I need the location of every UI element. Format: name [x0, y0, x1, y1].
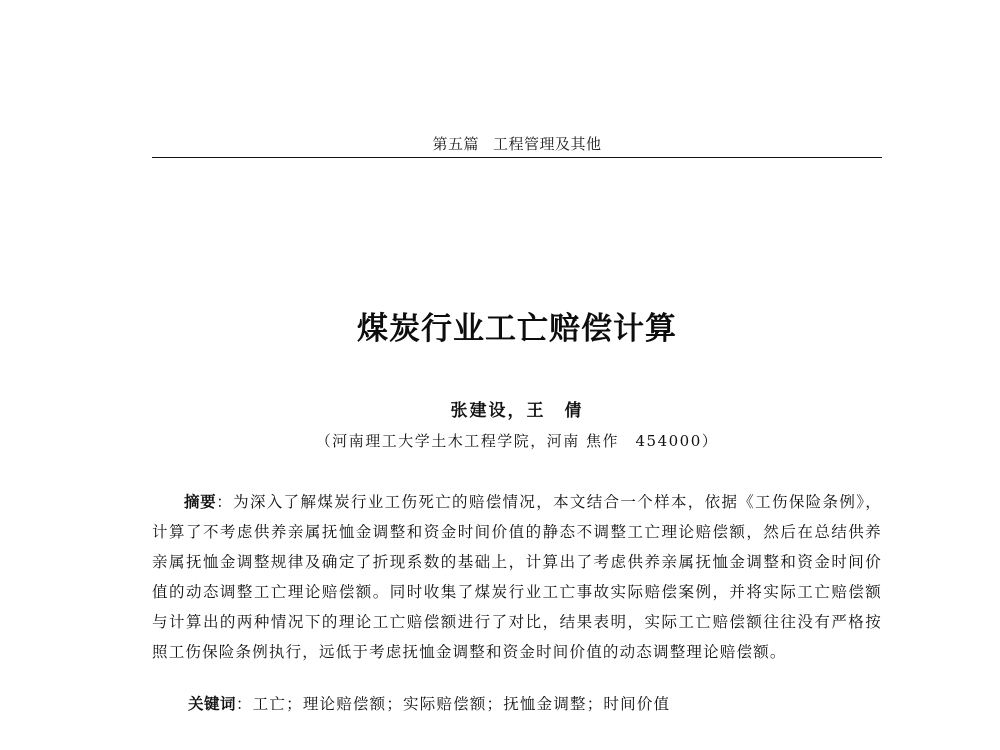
header-section: 工程管理及其他 [493, 135, 602, 153]
affiliation: （河南理工大学土木工程学院，河南 焦作 454000） [315, 432, 719, 450]
abstract-text: 为深入了解煤炭行业工伤死亡的赔偿情况，本文结合一个样本，依据《工伤保险条例》，计算了不考虑供养亲属抚恤金调整和资金时间价值的静态不调整工亡理论赔偿额，然后在总结供养亲属抚恤金调整规律及确定了折现系数的基础上，计算出了考虑供养亲属抚恤金调整和资金时间价值的动态调整工亡理论赔偿额。同时收集了煤炭行业工亡事故实际赔偿案例，并将实际工亡赔偿额与计算出的两种情况下的理论工亡赔偿额进行了对比，结果表明，实际工亡赔偿额往往没有严格按照工伤保险条例执行，远低于考虑抚恤金调整和资金时间价值的动态调整理论赔偿额。 [152, 493, 882, 661]
abstract-label: 摘要 [184, 493, 217, 511]
abstract [152, 487, 882, 667]
abstract-separator: ： [216, 493, 234, 511]
paper-title: 煤炭行业工亡赔偿计算 [357, 311, 677, 347]
keywords [188, 692, 882, 714]
keywords-text: 工亡；理论赔偿额；实际赔偿额；抚恤金调整；时间价值 [252, 695, 671, 713]
header-part: 第五篇 [432, 135, 479, 153]
keywords-label: 关键词 [188, 695, 237, 713]
keywords-separator: ： [236, 695, 253, 713]
authors: 张建设，王 倩 [450, 401, 584, 421]
running-header [152, 133, 882, 154]
header-rule [152, 157, 882, 158]
